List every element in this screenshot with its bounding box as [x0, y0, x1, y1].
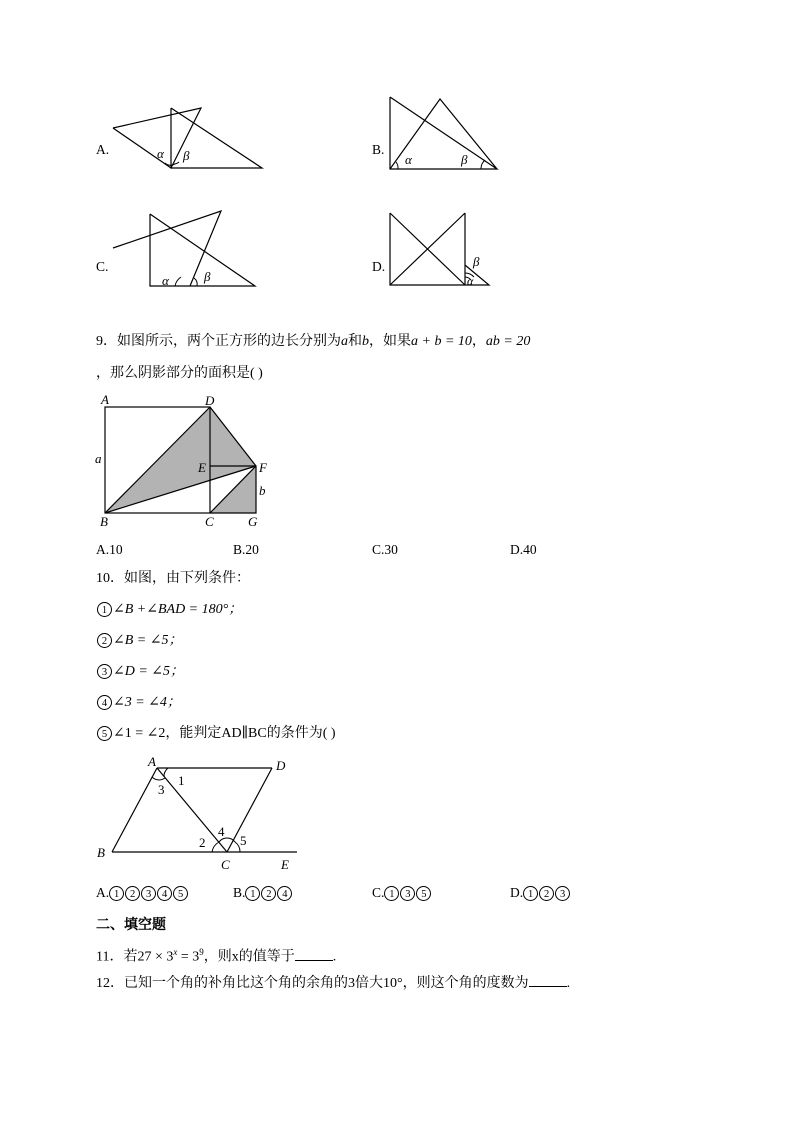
- circled-number: 3: [400, 886, 415, 901]
- circled-number: 1: [523, 886, 538, 901]
- circled-number: 3: [141, 886, 156, 901]
- q10-option-b: [233, 885, 293, 901]
- q9-mid: ，如果: [369, 334, 411, 349]
- circled-number: 1: [109, 886, 124, 901]
- q12-end: .: [566, 976, 571, 991]
- condition-text: ∠1 = ∠2，能判定AD∥BC的条件为( ): [113, 726, 336, 741]
- option-b-label: B.: [372, 142, 385, 157]
- option-a-figure: [105, 100, 270, 175]
- q9-comma: ，: [471, 334, 486, 349]
- q11-suffix: ，则x的值等于: [203, 949, 295, 965]
- beta-label: β: [204, 269, 211, 284]
- label-a: a: [95, 451, 102, 466]
- label-3: 3: [158, 782, 165, 797]
- circled-number: 4: [157, 886, 172, 901]
- option-d-label: D.: [372, 259, 386, 274]
- option-b-figure: [385, 92, 505, 174]
- question-12: [96, 974, 570, 993]
- q11-expr: 27 × 3: [137, 949, 174, 965]
- q9-var-a: a: [341, 334, 348, 349]
- label-4: 4: [218, 824, 225, 839]
- circled-number: 1: [384, 886, 399, 901]
- label-b: b: [259, 483, 266, 498]
- alpha-label: α: [157, 146, 164, 161]
- label-5: 5: [240, 833, 247, 848]
- answer-blank[interactable]: [295, 948, 333, 961]
- circled-number: 2: [125, 886, 140, 901]
- q9-var-b: b: [362, 334, 369, 349]
- circled-number: 5: [416, 886, 431, 901]
- label-C: C: [221, 857, 230, 872]
- circled-number: 4: [97, 695, 112, 710]
- circled-number: 1: [245, 886, 260, 901]
- label-2: 2: [199, 835, 206, 850]
- label-B: B: [100, 514, 108, 529]
- circled-number: 2: [97, 633, 112, 648]
- q10-condition-2: [97, 632, 182, 650]
- circled-number: 2: [261, 886, 276, 901]
- label-F: F: [259, 460, 267, 475]
- option-letter: C.: [372, 885, 385, 900]
- alpha-label: α: [405, 152, 412, 167]
- condition-text: ∠3 = ∠4；: [113, 695, 181, 710]
- q9-prefix: 9．如图所示，两个正方形的边长分别为: [96, 334, 341, 349]
- beta-label: β: [461, 152, 468, 167]
- q9-condition-1: a + b = 10: [411, 334, 472, 349]
- label-C: C: [205, 514, 214, 529]
- q10-condition-1: [97, 601, 242, 619]
- circled-number: 5: [97, 726, 112, 741]
- q9-option-d: D.40: [510, 542, 537, 557]
- circled-number: 5: [173, 886, 188, 901]
- q10-option-c: [372, 885, 432, 901]
- q9-option-b: B.20: [233, 542, 259, 557]
- option-d-figure: [385, 208, 495, 290]
- label-G: G: [248, 514, 258, 529]
- option-c-label: C.: [96, 259, 109, 274]
- label-A: A: [148, 754, 156, 769]
- beta-label: β: [473, 254, 480, 269]
- section-2-title: 二、填空题: [96, 918, 166, 933]
- label-B: B: [97, 845, 105, 860]
- label-E: E: [198, 460, 206, 475]
- q9-condition-2: ab = 20: [485, 334, 531, 349]
- question-10-stem: 10．如图，由下列条件：: [96, 571, 250, 586]
- q10-option-a: [96, 885, 189, 901]
- question-11: [96, 943, 336, 967]
- question-10-figure: [92, 752, 307, 874]
- q10-condition-5: [97, 725, 336, 743]
- label-D: D: [205, 393, 215, 408]
- beta-label: β: [183, 148, 190, 163]
- q10-condition-3: [97, 663, 184, 681]
- q10-option-d: [510, 885, 571, 901]
- condition-text: ∠B = ∠5；: [113, 633, 183, 648]
- alpha-label: α: [162, 273, 169, 288]
- option-letter: D.: [510, 885, 524, 900]
- circled-number: 3: [555, 886, 570, 901]
- q10-condition-4: [97, 694, 181, 712]
- option-letter: A.: [96, 885, 110, 900]
- q9-option-c: C.30: [372, 542, 398, 557]
- label-D: D: [276, 758, 286, 773]
- label-E: E: [281, 857, 289, 872]
- option-a-label: A.: [96, 142, 110, 157]
- label-A: A: [101, 392, 109, 407]
- q11-prefix: 11．若: [96, 949, 138, 965]
- circled-number: 2: [539, 886, 554, 901]
- q12-text: 12．已知一个角的补角比这个角的余角的3倍大10°，则这个角的度数为: [96, 976, 529, 991]
- q11-eq: = 3: [177, 949, 200, 965]
- answer-blank[interactable]: [529, 974, 567, 987]
- question-9-figure: [92, 392, 277, 532]
- question-9-line-2: ，那么阴影部分的面积是( ): [96, 366, 263, 381]
- alpha-label: α: [467, 274, 474, 288]
- circled-number: 1: [97, 602, 112, 617]
- q9-option-a: A.10: [96, 542, 123, 557]
- q11-exponent-9: 9: [199, 947, 204, 957]
- circled-number: 4: [277, 886, 292, 901]
- label-1: 1: [178, 773, 185, 788]
- q9-conj: 和: [348, 334, 362, 349]
- condition-text: ∠B +∠BAD = 180°；: [113, 602, 243, 617]
- condition-text: ∠D = ∠5；: [113, 664, 185, 679]
- q11-end: .: [332, 949, 337, 965]
- circled-number: 3: [97, 664, 112, 679]
- option-c-figure: [105, 205, 265, 293]
- option-letter: B.: [233, 885, 246, 900]
- q11-exponent-x: x: [173, 947, 178, 957]
- question-9-line-1: [96, 333, 530, 351]
